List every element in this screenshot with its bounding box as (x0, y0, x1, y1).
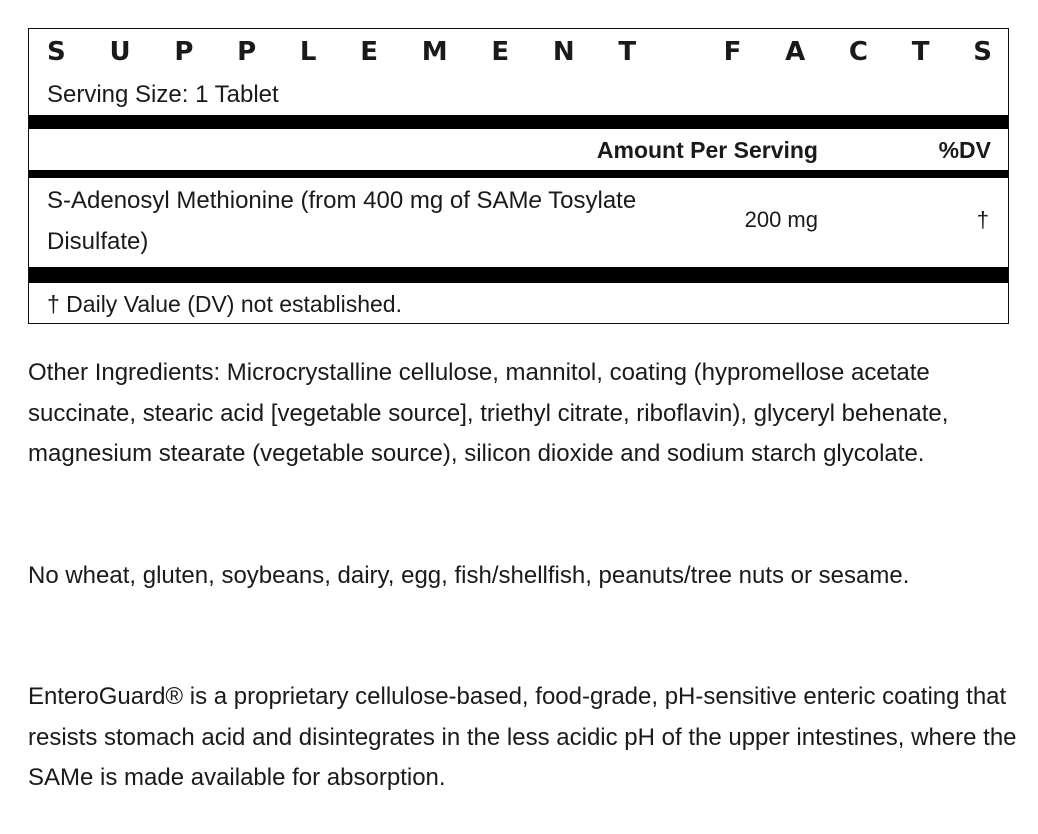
title-letter: S (973, 37, 992, 67)
medium-divider (29, 170, 1008, 178)
ingredient-amount: 200 mg (744, 207, 818, 232)
title-letter: L (299, 37, 317, 67)
ingredient-name-italic: e (528, 187, 542, 214)
thick-divider (29, 267, 1008, 283)
title-letter: E (491, 37, 510, 67)
ingredient-dv: † (976, 207, 989, 232)
title-letter: P (237, 37, 257, 67)
allergen-statement: No wheat, gluten, soybeans, dairy, egg, fish/shellfish, peanuts/tree nuts or sesame. (28, 562, 910, 589)
title-letter: F (723, 37, 742, 67)
title-letter: T (618, 37, 637, 67)
title-letter: M (421, 37, 448, 67)
ingredient-name-suffix: Tosylate Disulfate) (47, 187, 637, 255)
other-ingredients-text: Other Ingredients: Microcrystalline cellulose, mannitol, coating (hypromellose acetate succinate, stearic acid [vegetable source], triethyl citrate, riboflavin), glyceryl behenate, magnesium stearate (vegetable source), silicon dioxide and sodium starch glycolate. (28, 359, 949, 467)
ingredient-name-prefix: S-Adenosyl Methionine (from 400 mg of SAM (47, 187, 529, 214)
title-letter: A (785, 37, 806, 67)
supplement-facts-panel (28, 28, 1009, 324)
dv-footnote: † Daily Value (DV) not established. (47, 291, 402, 317)
title-letter: N (552, 37, 575, 67)
ingredient-name (47, 180, 647, 262)
enteroguard-statement: EnteroGuard® is a proprietary cellulose-based, food-grade, pH-sensitive enteric coating that resists stomach acid and disintegrates in the less acidic pH of the upper intestines, where the SAMe is made available for absorption. (28, 683, 1017, 791)
title-letter: T (911, 37, 930, 67)
supplement-facts-title (47, 35, 992, 69)
dv-header: %DV (938, 137, 991, 163)
amount-per-serving-header: Amount Per Serving (596, 137, 818, 163)
title-letter: U (109, 37, 131, 67)
title-letter: S (47, 37, 66, 67)
title-letter: P (174, 37, 194, 67)
title-letter: E (360, 37, 378, 67)
thick-divider (29, 115, 1008, 129)
serving-size: Serving Size: 1 Tablet (47, 81, 279, 108)
title-letter: C (848, 37, 869, 67)
